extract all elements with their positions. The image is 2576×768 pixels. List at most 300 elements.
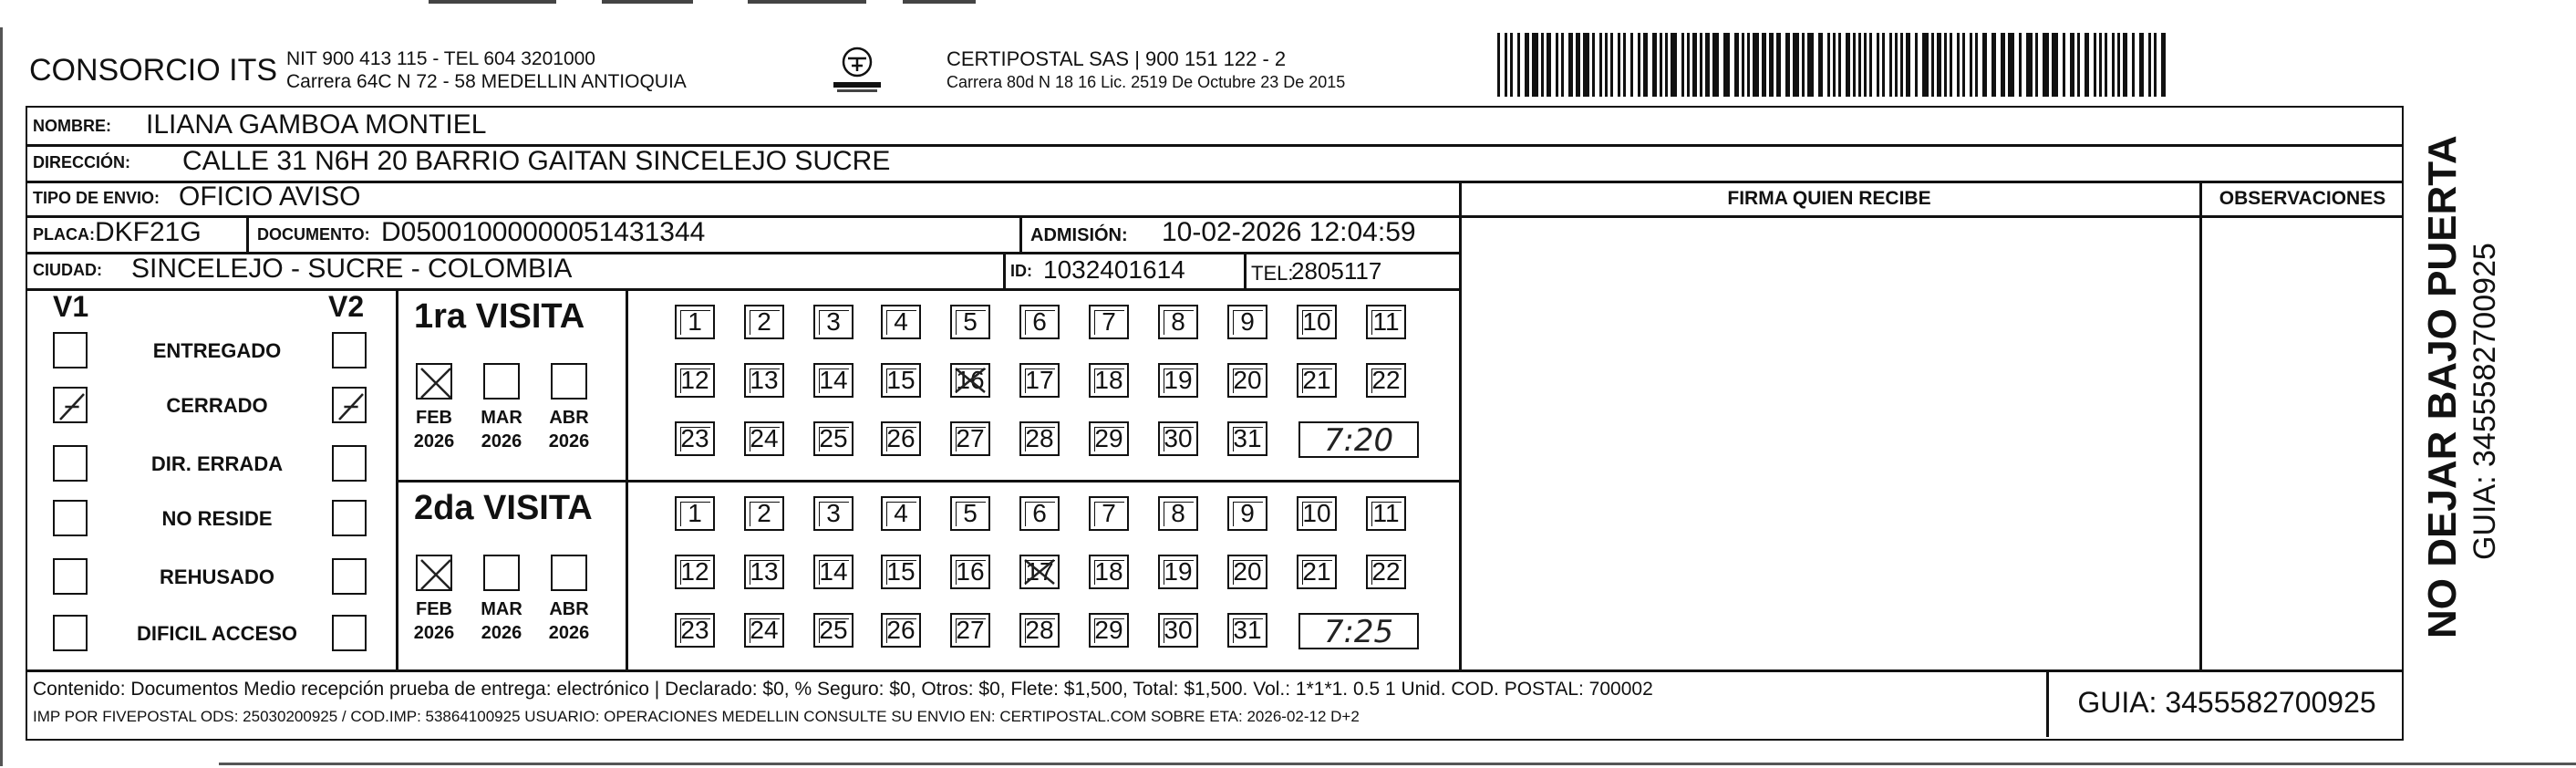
day-number: 18 xyxy=(1094,366,1123,394)
day-number: 19 xyxy=(1164,366,1193,394)
month-checkbox[interactable] xyxy=(551,555,587,591)
barcode-bar xyxy=(1915,33,1918,97)
barcode-bar xyxy=(1975,33,1978,97)
divider xyxy=(1459,181,1462,671)
barcode-bar xyxy=(1665,33,1668,97)
barcode-bar xyxy=(1895,33,1898,97)
barcode-bar xyxy=(1922,33,1929,97)
day-box[interactable] xyxy=(1019,363,1060,398)
company-line1: NIT 900 413 115 - TEL 604 3201000 xyxy=(286,48,595,69)
time-value: 7:20 xyxy=(1323,422,1394,459)
day-number: 1 xyxy=(688,499,702,527)
day-number: 21 xyxy=(1302,366,1331,394)
divider xyxy=(1459,215,2402,218)
day-number: 14 xyxy=(819,366,848,394)
day-box[interactable] xyxy=(1227,305,1267,339)
barcode-bar xyxy=(2019,33,2022,97)
barcode-bar xyxy=(1827,33,1830,97)
day-number: 10 xyxy=(1302,499,1331,527)
barcode-bar xyxy=(1623,33,1626,97)
barcode-bar xyxy=(1833,33,1836,97)
day-box[interactable] xyxy=(1089,555,1129,589)
day-mark xyxy=(952,365,992,400)
time-box[interactable] xyxy=(1298,421,1419,458)
day-number: 26 xyxy=(886,616,916,644)
barcode-bar xyxy=(2154,33,2157,97)
day-box[interactable] xyxy=(1366,363,1406,398)
barcode-bar xyxy=(2148,33,2151,97)
barcode-bar xyxy=(2063,33,2065,97)
barcode-bar xyxy=(2008,33,2014,97)
barcode xyxy=(1497,33,2172,97)
month-checkbox[interactable] xyxy=(551,363,587,400)
barcode-bar xyxy=(1510,33,1513,97)
day-box[interactable] xyxy=(675,421,715,456)
barcode-bar xyxy=(1776,33,1781,97)
day-box[interactable] xyxy=(881,305,921,339)
id-value: 1032401614 xyxy=(1043,255,1185,284)
documento-value: D05001000000051431344 xyxy=(381,217,706,247)
barcode-bar xyxy=(2123,33,2127,97)
day-number: 5 xyxy=(963,499,978,527)
certipostal-line1: CERTIPOSTAL SAS | 900 151 122 - 2 xyxy=(947,47,1287,70)
barcode-bar xyxy=(1747,33,1750,97)
barcode-bar xyxy=(1982,33,1987,97)
divider xyxy=(26,181,2402,183)
day-box[interactable] xyxy=(813,496,853,531)
direccion-value: CALLE 31 N6H 20 BARRIO GAITAN SINCELEJO SUCRE xyxy=(182,146,891,176)
status-option-label: DIFICIL ACCESO xyxy=(136,622,297,645)
day-box[interactable] xyxy=(744,363,784,398)
barcode-bar xyxy=(2026,33,2033,97)
barcode-bar xyxy=(2094,33,2096,97)
barcode-bar xyxy=(1734,33,1739,97)
day-box[interactable] xyxy=(1297,305,1337,339)
day-box[interactable] xyxy=(1158,421,1198,456)
admision-value: 10-02-2026 12:04:59 xyxy=(1162,217,1416,247)
barcode-bar xyxy=(1900,33,1903,97)
day-box[interactable] xyxy=(1158,363,1198,398)
day-number: 27 xyxy=(956,616,985,644)
barcode-bar xyxy=(1950,33,1952,97)
barcode-bar xyxy=(1630,33,1633,97)
day-box[interactable] xyxy=(1227,363,1267,398)
day-box[interactable] xyxy=(744,555,784,589)
day-box[interactable] xyxy=(1297,496,1337,531)
v1-checkbox[interactable] xyxy=(53,445,88,482)
day-box[interactable] xyxy=(744,496,784,531)
barcode-bar xyxy=(1864,33,1867,97)
day-number: 22 xyxy=(1371,366,1401,394)
day-number: 29 xyxy=(1094,424,1123,452)
barcode-bar xyxy=(1807,33,1814,97)
barcode-bar xyxy=(1962,33,1965,97)
day-number: 6 xyxy=(1032,499,1047,527)
v1-checkbox[interactable] xyxy=(53,615,88,651)
barcode-bar xyxy=(1605,33,1608,97)
v1-checkbox[interactable] xyxy=(53,558,88,595)
day-number: 17 xyxy=(1025,557,1054,586)
day-number: 31 xyxy=(1233,424,1262,452)
day-number: 24 xyxy=(750,424,779,452)
side-guia: GUIA: 3455582700925 xyxy=(2467,243,2502,560)
barcode-bar xyxy=(1712,33,1719,97)
nombre-label: NOMBRE: xyxy=(33,117,111,135)
barcode-bar xyxy=(1906,33,1910,97)
barcode-bar xyxy=(1818,33,1823,97)
day-box[interactable] xyxy=(675,496,715,531)
barcode-bar xyxy=(2112,33,2115,97)
no-dejar-warning: NO DEJAR BAJO PUERTA xyxy=(2420,135,2465,638)
day-box[interactable] xyxy=(1366,496,1406,531)
v2-checkbox[interactable] xyxy=(332,558,367,595)
barcode-bar xyxy=(1561,33,1564,97)
day-box[interactable] xyxy=(1366,305,1406,339)
day-box[interactable] xyxy=(950,613,990,648)
v2-header: V2 xyxy=(328,290,365,323)
barcode-bar xyxy=(1937,33,1941,97)
day-box[interactable] xyxy=(1019,305,1060,339)
day-number: 8 xyxy=(1171,307,1185,336)
status-option-label: DIR. ERRADA xyxy=(150,452,284,475)
day-number: 3 xyxy=(826,499,841,527)
barcode-bar xyxy=(1652,33,1657,97)
day-box[interactable] xyxy=(950,496,990,531)
barcode-bar xyxy=(1793,33,1799,97)
day-box[interactable] xyxy=(881,421,921,456)
day-number: 12 xyxy=(680,366,709,394)
tel-value: 2805117 xyxy=(1291,257,1382,285)
barcode-bar xyxy=(1525,33,1529,97)
day-box[interactable] xyxy=(950,421,990,456)
month-year: 2026 xyxy=(548,431,590,451)
day-number: 10 xyxy=(1302,307,1331,336)
observaciones-label: OBSERVACIONES xyxy=(2219,188,2386,209)
day-box[interactable] xyxy=(675,555,715,589)
day-number: 4 xyxy=(894,307,908,336)
direccion-label: DIRECCIÓN: xyxy=(33,153,130,171)
divider xyxy=(1019,215,1022,252)
firma-label: FIRMA QUIEN RECIBE xyxy=(1727,188,1931,209)
day-number: 18 xyxy=(1094,557,1123,586)
month-name: ABR xyxy=(549,599,589,619)
barcode-bar xyxy=(1762,33,1766,97)
day-box[interactable] xyxy=(813,421,853,456)
barcode-bar xyxy=(1957,33,1960,97)
month-checkbox[interactable] xyxy=(483,363,520,400)
barcode-bar xyxy=(1610,33,1613,97)
month-year: 2026 xyxy=(413,623,455,643)
day-box[interactable] xyxy=(1158,613,1198,648)
scan-mark xyxy=(602,0,693,4)
day-number: 30 xyxy=(1164,424,1193,452)
divider xyxy=(2046,669,2049,737)
barcode-bar xyxy=(1723,33,1730,97)
day-number: 9 xyxy=(1240,307,1255,336)
tel-label: TEL: xyxy=(1251,262,1294,285)
v1-checkbox[interactable] xyxy=(53,387,88,423)
day-number: 31 xyxy=(1233,616,1262,644)
nombre-value: ILIANA GAMBOA MONTIEL xyxy=(146,109,487,140)
barcode-bar xyxy=(1618,33,1620,97)
day-box[interactable] xyxy=(744,305,784,339)
scan-edge xyxy=(0,27,3,766)
barcode-bar xyxy=(1700,33,1702,97)
v1-checkbox[interactable] xyxy=(53,332,88,368)
barcode-bar xyxy=(1753,33,1759,97)
barcode-bar xyxy=(2001,33,2005,97)
day-box[interactable] xyxy=(1227,613,1267,648)
barcode-bar xyxy=(2070,33,2074,97)
day-box[interactable] xyxy=(1297,363,1337,398)
day-box[interactable] xyxy=(744,613,784,648)
barcode-bar xyxy=(2117,33,2120,97)
barcode-bar xyxy=(1638,33,1640,97)
barcode-bar xyxy=(1541,33,1544,97)
day-number: 16 xyxy=(956,557,985,586)
tipo-envio-value: OFICIO AVISO xyxy=(179,182,361,212)
scan-mark xyxy=(748,0,866,4)
day-number: 25 xyxy=(819,424,848,452)
day-number: 20 xyxy=(1233,557,1262,586)
day-number: 17 xyxy=(1025,366,1054,394)
day-number: 6 xyxy=(1032,307,1047,336)
day-number: 22 xyxy=(1371,557,1401,586)
barcode-bar xyxy=(2043,33,2049,97)
time-value: 7:25 xyxy=(1323,614,1394,650)
day-number: 16 xyxy=(956,366,985,394)
day-box[interactable] xyxy=(813,613,853,648)
day-box[interactable] xyxy=(881,555,921,589)
month-name: ABR xyxy=(549,408,589,428)
day-number: 27 xyxy=(956,424,985,452)
barcode-bar xyxy=(2099,33,2102,97)
barcode-bar xyxy=(1517,33,1520,97)
barcode-bar xyxy=(1846,33,1850,97)
barcode-bar xyxy=(1505,33,1507,97)
v2-checkbox[interactable] xyxy=(332,615,367,651)
day-box[interactable] xyxy=(1089,363,1129,398)
barcode-bar xyxy=(2077,33,2080,97)
month-checkbox[interactable] xyxy=(416,363,452,400)
barcode-bar xyxy=(1599,33,1602,97)
v2-checkbox[interactable] xyxy=(332,387,367,423)
v2-checkbox[interactable] xyxy=(332,332,367,368)
observaciones-area[interactable] xyxy=(2203,219,2400,668)
day-number: 2 xyxy=(757,307,771,336)
day-box[interactable] xyxy=(881,363,921,398)
day-number: 24 xyxy=(750,616,779,644)
month-name: MAR xyxy=(481,408,522,428)
v1-checkbox[interactable] xyxy=(53,500,88,536)
visit-title: 1ra VISITA xyxy=(414,297,585,336)
day-number: 21 xyxy=(1302,557,1331,586)
day-number: 15 xyxy=(886,366,916,394)
day-number: 25 xyxy=(819,616,848,644)
day-number: 2 xyxy=(757,499,771,527)
divider xyxy=(1003,252,1006,288)
barcode-bar xyxy=(1853,33,1856,97)
id-label: ID: xyxy=(1010,262,1032,280)
barcode-bar xyxy=(2035,33,2038,97)
barcode-bar xyxy=(2085,33,2089,97)
divider xyxy=(2199,181,2202,671)
company-line2: Carrera 64C N 72 - 58 MEDELLIN ANTIOQUIA xyxy=(286,71,687,92)
day-number: 11 xyxy=(1372,307,1400,336)
barcode-bar xyxy=(2161,33,2166,97)
company-name: CONSORCIO ITS xyxy=(29,53,278,88)
barcode-bar xyxy=(1556,33,1558,97)
day-box[interactable] xyxy=(1089,305,1129,339)
status-option-label: ENTREGADO xyxy=(152,339,282,362)
barcode-bar xyxy=(1944,33,1947,97)
footer-line2: IMP POR FIVEPOSTAL ODS: 25030200925 / COD.IMP: 53864100925 USUARIO: OPERACIONES MEDELLIN CONSULTE SU ENVIO EN: CERTIPOSTAL.COM SOBRE ETA: 2026-02-12 D+2 xyxy=(33,708,1360,725)
firma-area[interactable] xyxy=(1463,219,2198,668)
barcode-bar xyxy=(1681,33,1684,97)
day-number: 14 xyxy=(819,557,848,586)
day-number: 28 xyxy=(1025,616,1054,644)
barcode-bar xyxy=(1497,33,1500,97)
documento-label: DOCUMENTO: xyxy=(257,225,370,244)
day-number: 1 xyxy=(688,307,702,336)
day-box[interactable] xyxy=(1019,496,1060,531)
certipostal-line2: Carrera 80d N 18 16 Lic. 2519 De Octubre 23 De 2015 xyxy=(947,73,1346,91)
day-box[interactable] xyxy=(881,613,921,648)
day-number: 5 xyxy=(963,307,978,336)
v2-checkbox[interactable] xyxy=(332,500,367,536)
visit-title: 2da VISITA xyxy=(414,489,593,527)
placa-value: DKF21G xyxy=(95,217,202,247)
day-box[interactable] xyxy=(1089,613,1129,648)
barcode-bar xyxy=(2052,33,2058,97)
divider xyxy=(396,480,1461,483)
barcode-bar xyxy=(1877,33,1879,97)
barcode-bar xyxy=(1576,33,1580,97)
day-number: 12 xyxy=(680,557,709,586)
scan-mark xyxy=(429,0,556,4)
barcode-bar xyxy=(1583,33,1589,97)
status-option-label: REHUSADO xyxy=(160,566,274,588)
barcode-bar xyxy=(1532,33,1538,97)
day-box[interactable] xyxy=(675,613,715,648)
barcode-bar xyxy=(1568,33,1573,97)
barcode-bar xyxy=(1692,33,1697,97)
month-name: FEB xyxy=(416,599,452,619)
status-option-label: CERRADO xyxy=(166,394,268,417)
divider xyxy=(246,215,249,252)
day-box[interactable] xyxy=(1227,421,1267,456)
day-number: 13 xyxy=(750,557,779,586)
day-number: 11 xyxy=(1372,499,1400,527)
month-year: 2026 xyxy=(481,431,522,451)
day-box[interactable] xyxy=(675,305,715,339)
day-box[interactable] xyxy=(1227,555,1267,589)
barcode-bar xyxy=(2132,33,2135,97)
day-box[interactable] xyxy=(881,496,921,531)
v2-checkbox[interactable] xyxy=(332,445,367,482)
day-box[interactable] xyxy=(813,363,853,398)
placa-label: PLACA: xyxy=(33,225,95,244)
month-checkbox[interactable] xyxy=(483,555,520,591)
day-number: 8 xyxy=(1171,499,1185,527)
barcode-bar xyxy=(1882,33,1885,97)
day-box[interactable] xyxy=(1089,421,1129,456)
barcode-bar xyxy=(1660,33,1662,97)
month-year: 2026 xyxy=(413,431,455,451)
barcode-bar xyxy=(1858,33,1861,97)
footer-line1: Contenido: Documentos Medio recepción prueba de entrega: electrónico | Declarado: $0, % Seguro: $0, Otros: $0, Flete: $1,500, Total: $1,500. Vol.: 1*1*1. 0.5 1 Unid. COD. POSTAL: 700002 xyxy=(33,679,1653,700)
day-box[interactable] xyxy=(1227,496,1267,531)
barcode-bar xyxy=(1769,33,1774,97)
day-box[interactable] xyxy=(1089,496,1129,531)
barcode-bar xyxy=(1705,33,1710,97)
ciudad-value: SINCELEJO - SUCRE - COLOMBIA xyxy=(131,254,573,284)
day-box[interactable] xyxy=(1158,305,1198,339)
day-box[interactable] xyxy=(1019,613,1060,648)
tipo-envio-label: TIPO DE ENVIO: xyxy=(33,189,160,207)
divider xyxy=(26,288,1462,291)
day-number: 15 xyxy=(886,557,916,586)
status-option-label: NO RESIDE xyxy=(161,507,273,530)
barcode-bar xyxy=(1742,33,1744,97)
month-year: 2026 xyxy=(548,623,590,643)
barcode-bar xyxy=(2139,33,2144,97)
barcode-bar xyxy=(1970,33,1972,97)
barcode-bar xyxy=(1802,33,1805,97)
month-year: 2026 xyxy=(481,623,522,643)
month-name: MAR xyxy=(481,599,522,619)
day-box[interactable] xyxy=(950,363,990,398)
barcode-bar xyxy=(1592,33,1595,97)
day-number: 3 xyxy=(826,307,841,336)
day-box[interactable] xyxy=(1366,555,1406,589)
day-box[interactable] xyxy=(1297,555,1337,589)
barcode-bar xyxy=(1838,33,1841,97)
day-box[interactable] xyxy=(675,363,715,398)
certipostal-logo xyxy=(830,44,885,95)
day-box[interactable] xyxy=(744,421,784,456)
footer-guia: GUIA: 3455582700925 xyxy=(2077,686,2376,719)
admision-label: ADMISIÓN: xyxy=(1030,225,1128,245)
barcode-bar xyxy=(1687,33,1690,97)
barcode-bar xyxy=(1547,33,1551,97)
day-box[interactable] xyxy=(950,305,990,339)
divider xyxy=(1244,252,1247,288)
day-box[interactable] xyxy=(813,555,853,589)
day-box[interactable] xyxy=(1019,555,1060,589)
day-number: 29 xyxy=(1094,616,1123,644)
barcode-bar xyxy=(1869,33,1872,97)
day-box[interactable] xyxy=(1019,421,1060,456)
day-box[interactable] xyxy=(1158,555,1198,589)
day-box[interactable] xyxy=(950,555,990,589)
day-number: 23 xyxy=(680,616,709,644)
day-number: 7 xyxy=(1102,307,1116,336)
month-checkbox[interactable] xyxy=(416,555,452,591)
barcode-bar xyxy=(1889,33,1892,97)
day-box[interactable] xyxy=(1158,496,1198,531)
scan-mark xyxy=(903,0,976,4)
barcode-bar xyxy=(1643,33,1648,97)
v1-header: V1 xyxy=(53,290,89,323)
day-number: 30 xyxy=(1164,616,1193,644)
day-number: 28 xyxy=(1025,424,1054,452)
time-box[interactable] xyxy=(1298,613,1419,649)
day-box[interactable] xyxy=(813,305,853,339)
month-name: FEB xyxy=(416,408,452,428)
barcode-bar xyxy=(1931,33,1934,97)
day-number: 23 xyxy=(680,424,709,452)
